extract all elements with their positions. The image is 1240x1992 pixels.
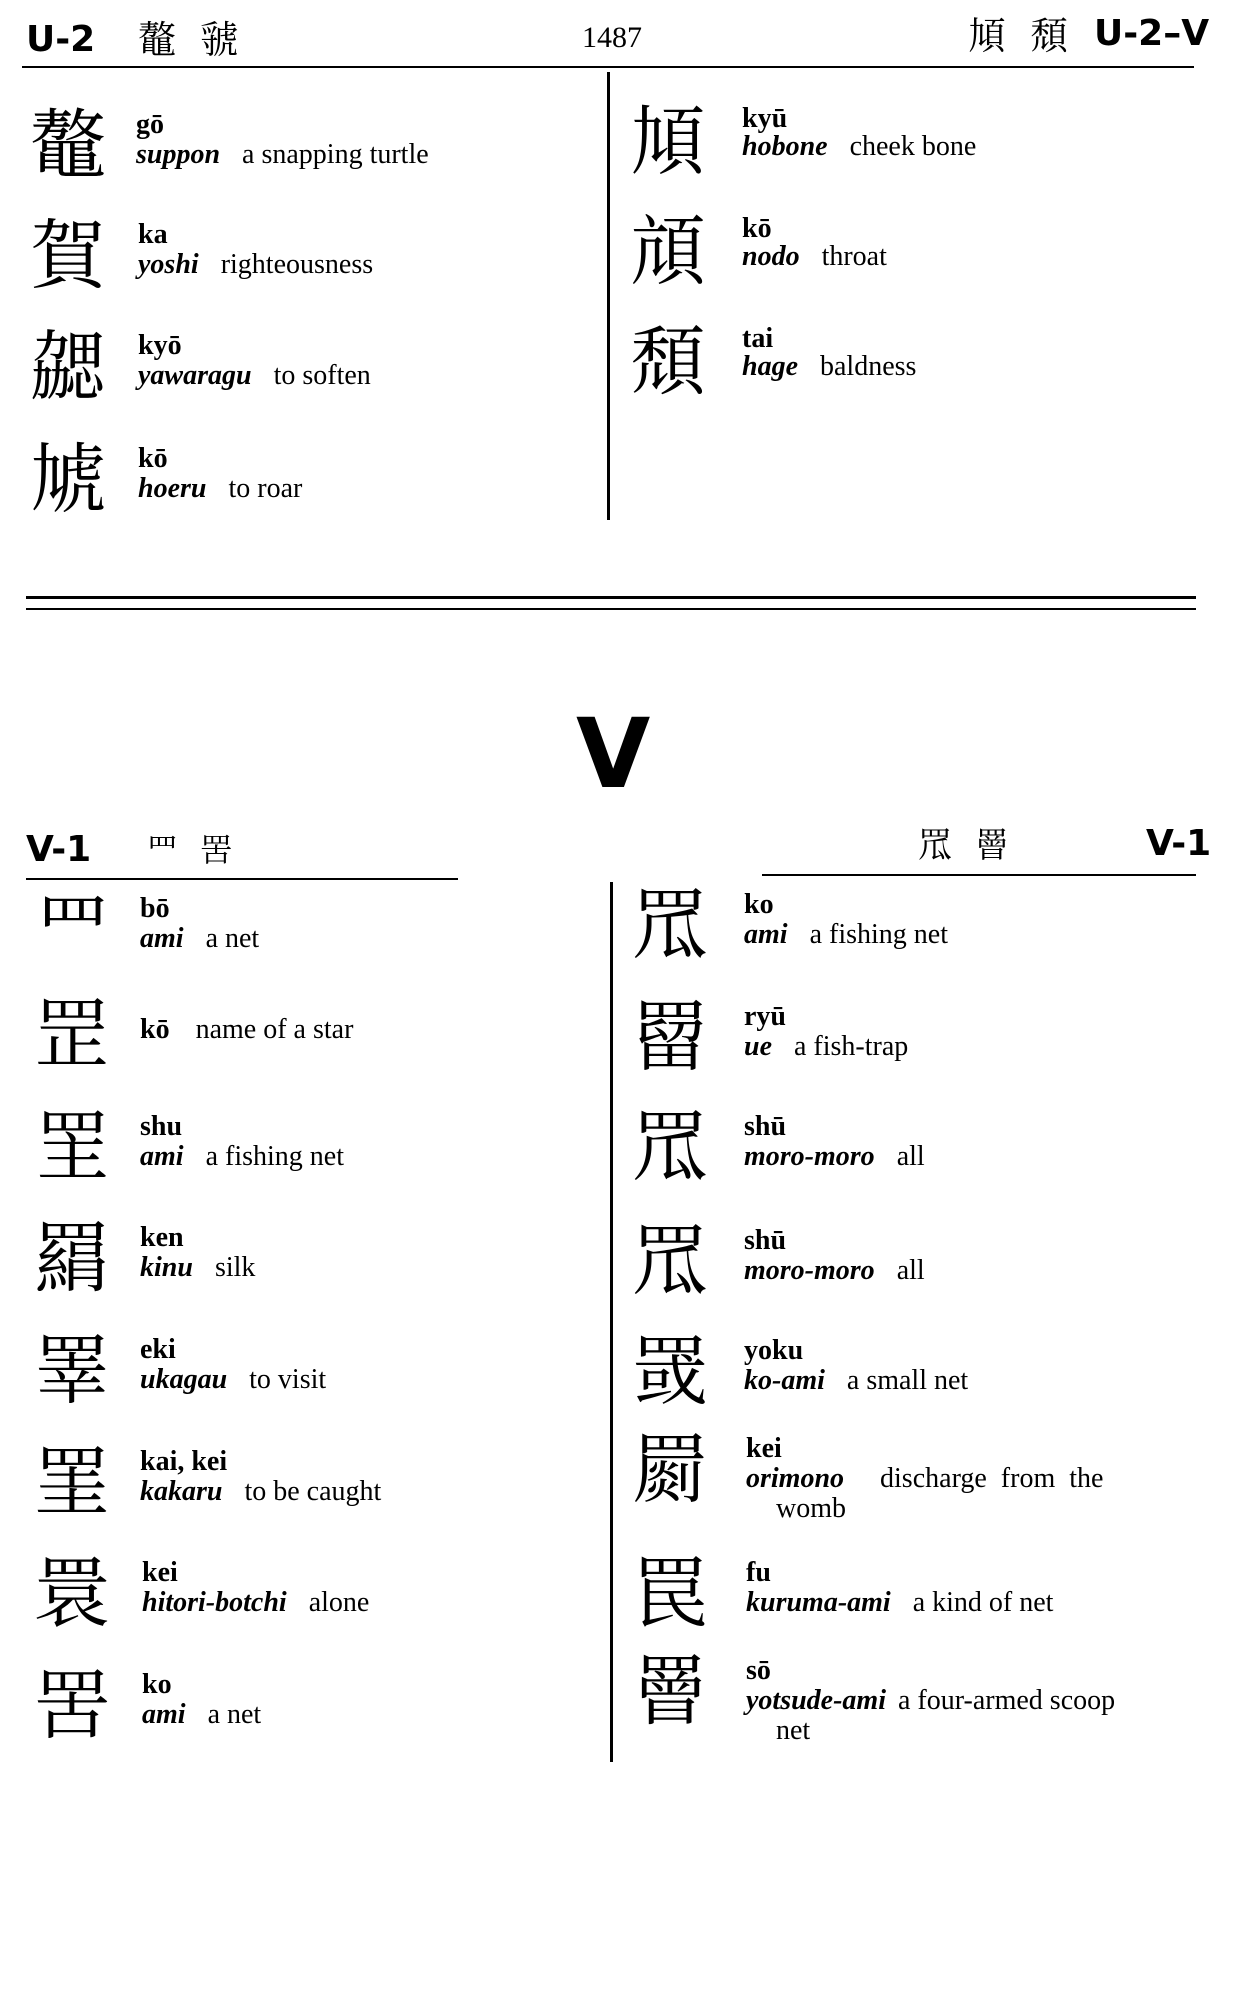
- entry-japanese: suppon: [136, 139, 221, 170]
- entry-reading: kyū: [742, 103, 788, 134]
- column-divider-v1: [610, 882, 613, 1762]
- entry-kanji: 罜: [34, 1103, 110, 1192]
- entry-definition: a fishing net: [809, 919, 948, 950]
- entry-reading: kō: [140, 1014, 170, 1045]
- entry-kanji: 鼇: [30, 101, 106, 190]
- entry-japanese: ami: [140, 923, 184, 954]
- v1-right-rule: [762, 874, 1196, 876]
- entry-definition: a four-armed scoop: [898, 1685, 1116, 1716]
- entry-reading: kei: [746, 1433, 782, 1464]
- entry-reading: eki: [140, 1334, 176, 1365]
- entry-definition: to soften: [273, 360, 371, 391]
- entry-kanji: 罛: [632, 881, 708, 970]
- right-header-kanji: 頄 頹: [968, 14, 1075, 58]
- entry-reading: gō: [136, 109, 164, 140]
- entry-kanji: 罛: [632, 1103, 708, 1192]
- entry-kanji: 頹: [630, 317, 706, 406]
- entry-gloss: [142, 1588, 369, 1618]
- entry-reading: shu: [140, 1111, 183, 1142]
- entry-kanji: 睪: [34, 1326, 110, 1415]
- v1-left-kanji: 罒 罟: [146, 831, 239, 869]
- page-number: 1487: [582, 21, 642, 54]
- entry-japanese: hoeru: [138, 473, 207, 504]
- entry-definition: a net: [205, 923, 260, 954]
- section-rule-bottom: [26, 608, 1196, 610]
- entry-reading: ken: [140, 1222, 184, 1253]
- entry-definition: a fishing net: [205, 1141, 344, 1172]
- entry-kanji: 罽: [632, 1425, 708, 1514]
- entry-kanji: 勰: [30, 322, 106, 411]
- v1-right-kanji: 罛 罾: [918, 826, 1015, 866]
- entry-reading: yoku: [744, 1335, 804, 1366]
- entry-kanji: 羂: [34, 1214, 110, 1303]
- entry-definition: silk: [214, 1252, 256, 1283]
- entry-japanese: moro-moro: [744, 1141, 875, 1172]
- v1-left-rule: [26, 878, 458, 880]
- entry-gloss: [138, 250, 373, 280]
- entry-kanji: 賀: [30, 211, 106, 300]
- entry-definition: alone: [308, 1587, 370, 1618]
- entry-gloss: [138, 474, 302, 504]
- entry-japanese: yawaragu: [138, 360, 252, 391]
- left-section-code: U-2: [26, 19, 96, 60]
- entry-gloss: [744, 1032, 908, 1062]
- section-letter: V: [576, 698, 651, 810]
- entry-definition: a net: [207, 1699, 262, 1730]
- entry-japanese: ami: [142, 1699, 186, 1730]
- entry-japanese: yoshi: [138, 249, 199, 280]
- entry-reading: shū: [744, 1225, 787, 1256]
- entry-japanese: ami: [140, 1141, 184, 1172]
- entry-gloss: [742, 352, 916, 382]
- section-rule-top: [26, 596, 1196, 599]
- entry-definition-continuation: womb: [776, 1493, 846, 1524]
- entry-gloss: [140, 1253, 255, 1283]
- column-divider-u2: [607, 72, 610, 520]
- entry-definition: a snapping turtle: [242, 139, 429, 170]
- entry-gloss: [744, 1142, 925, 1172]
- entry-kanji: 罒: [34, 885, 110, 974]
- entry-kanji: 罟: [34, 1661, 110, 1750]
- entry-reading: fu: [746, 1557, 771, 1588]
- entry-japanese: ami: [744, 919, 788, 950]
- entry-japanese: ko-ami: [744, 1365, 825, 1396]
- entry-kanji: 罭: [632, 1327, 708, 1416]
- entry-reading: kō: [138, 443, 168, 474]
- entry-definition: to visit: [249, 1364, 327, 1395]
- entry-definition: baldness: [820, 351, 917, 382]
- entry-definition: cheek bone: [849, 131, 977, 162]
- entry-definition: righteousness: [220, 249, 374, 280]
- entry-reading: tai: [742, 323, 774, 354]
- entry-reading: ko: [142, 1669, 172, 1700]
- entry-japanese: hitori-botchi: [142, 1587, 287, 1618]
- entry-reading: ko: [744, 889, 774, 920]
- entry-kanji: 罠: [632, 1549, 708, 1638]
- entry-definition: throat: [821, 241, 887, 272]
- entry-japanese: nodo: [742, 241, 800, 272]
- entry-japanese: kuruma-ami: [746, 1587, 891, 1618]
- entry-gloss: [744, 920, 948, 950]
- entry-kanji: 罣: [34, 1438, 110, 1527]
- entry-definition-continuation: net: [776, 1715, 811, 1746]
- entry-reading: kai, kei: [140, 1446, 228, 1477]
- entry-kanji: 睘: [34, 1549, 110, 1638]
- entry-gloss: [140, 924, 259, 954]
- left-header-kanji: 鼇 虢: [138, 18, 245, 62]
- entry-definition: a small net: [846, 1365, 969, 1396]
- entry-definition: discharge from the: [880, 1463, 1104, 1494]
- entry-reading: shū: [744, 1111, 787, 1142]
- entry-japanese: ue: [744, 1031, 772, 1062]
- entry-gloss: [746, 1588, 1053, 1618]
- entry-reading: ryū: [744, 1001, 786, 1032]
- v1-left-code: V-1: [26, 829, 92, 870]
- entry-kanji: 罾: [632, 1647, 708, 1736]
- entry-gloss: [742, 242, 887, 272]
- entry-gloss: [140, 1477, 381, 1507]
- entry-japanese: kakaru: [140, 1476, 223, 1507]
- entry-kanji: 頏: [630, 207, 706, 296]
- entry-japanese: kinu: [140, 1252, 193, 1283]
- entry-reading: bō: [140, 893, 170, 924]
- entry-japanese: hage: [742, 351, 798, 382]
- entry-gloss: [744, 1256, 925, 1286]
- entry-definition: to roar: [228, 473, 303, 504]
- entry-definition: all: [896, 1255, 925, 1286]
- entry-definition: name of a star: [195, 1014, 354, 1045]
- entry-definition: a kind of net: [912, 1587, 1054, 1618]
- entry-gloss: [140, 1142, 344, 1172]
- entry-gloss: [746, 1464, 1103, 1494]
- entry-japanese: orimono: [746, 1463, 845, 1494]
- entry-definition: a fish-trap: [794, 1031, 909, 1062]
- v1-right-code: V-1: [1146, 823, 1212, 864]
- entry-kanji: 頄: [630, 97, 706, 186]
- entry-japanese: yotsude-ami: [746, 1685, 886, 1716]
- entry-definition: to be caught: [244, 1476, 382, 1507]
- entry-gloss: [136, 140, 429, 170]
- entry-reading: ka: [138, 219, 168, 250]
- entry-reading: kō: [742, 213, 772, 244]
- entry-japanese: moro-moro: [744, 1255, 875, 1286]
- entry-japanese: hobone: [742, 131, 828, 162]
- entry-reading: kyō: [138, 330, 182, 361]
- entry-gloss: [140, 1015, 353, 1045]
- entry-reading: kei: [142, 1557, 178, 1588]
- entry-gloss: [138, 361, 371, 391]
- entry-gloss: [140, 1365, 326, 1395]
- entry-kanji: 罶: [632, 993, 708, 1082]
- entry-gloss: [746, 1686, 1115, 1716]
- entry-japanese: ukagau: [140, 1364, 228, 1395]
- entry-reading: sō: [746, 1655, 771, 1686]
- entry-definition: all: [896, 1141, 925, 1172]
- entry-gloss: [142, 1700, 261, 1730]
- right-section-code: U-2–V: [1094, 13, 1210, 54]
- entry-kanji: 罡: [34, 990, 110, 1079]
- entry-kanji: 虓: [30, 435, 106, 524]
- entry-gloss: [742, 132, 976, 162]
- entry-gloss: [744, 1366, 968, 1396]
- entry-kanji: 罛: [632, 1217, 708, 1306]
- header-rule: [22, 66, 1194, 68]
